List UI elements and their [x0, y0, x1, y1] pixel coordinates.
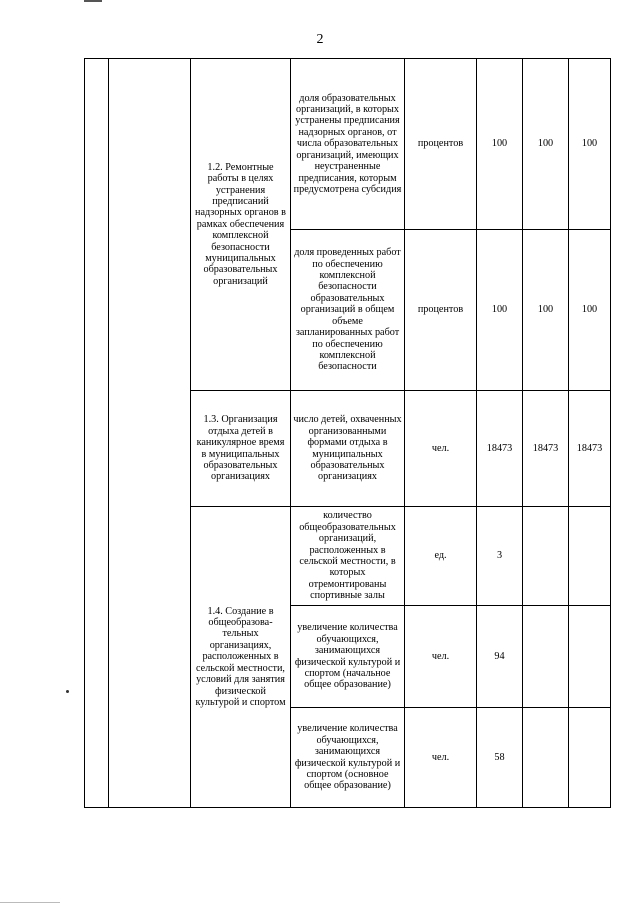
scan-mark-bottom — [0, 902, 60, 903]
indicator-value-3 — [569, 606, 611, 708]
indicator-unit: чел. — [405, 708, 477, 808]
indicator-value-2: 100 — [523, 59, 569, 230]
page-number: 2 — [316, 32, 324, 47]
task-cell: 1.4. Создание в общеобразова-тельных организациях, расположенных в сельской местности, условий для занятия физической культурой и спортом — [191, 507, 291, 808]
empty-cell-col1 — [85, 59, 109, 808]
scan-mark-top — [84, 0, 102, 2]
indicator-name: увеличение количества обучающихся, занимающихся физической культурой и спортом (основное общее образование) — [291, 708, 405, 808]
indicator-value-1: 100 — [477, 59, 523, 230]
indicator-value-3: 100 — [569, 230, 611, 391]
indicator-unit: процентов — [405, 230, 477, 391]
indicator-value-2: 18473 — [523, 391, 569, 507]
indicator-name: увеличение количества обучающихся, занимающихся физической культурой и спортом (начальное общее образование) — [291, 606, 405, 708]
indicator-name: доля проведенных работ по обеспечению комплексной безопасности образовательных организаций в общем объеме запланированных работ по обеспечению комплексной безопасности — [291, 230, 405, 391]
indicator-value-2: 100 — [523, 230, 569, 391]
indicator-value-3: 18473 — [569, 391, 611, 507]
indicator-name: количество общеобразовательных организаций, расположенных в сельской местности, в которых отремонтированы спортивные залы — [291, 507, 405, 606]
indicator-value-2 — [523, 507, 569, 606]
indicator-unit: процентов — [405, 59, 477, 230]
indicator-value-3: 100 — [569, 59, 611, 230]
indicator-value-3 — [569, 507, 611, 606]
indicator-name: число детей, охваченных организованными формами отдыха в муниципальных образовательных организациях — [291, 391, 405, 507]
indicator-value-2 — [523, 606, 569, 708]
indicator-unit: чел. — [405, 606, 477, 708]
indicator-name: доля образовательных организаций, в которых устранены предписания надзорных органов, от числа образовательных организаций, имеющих неустраненные предписания, которым предусмотрена субсидия — [291, 59, 405, 230]
indicators-table — [84, 58, 611, 808]
indicator-value-3 — [569, 708, 611, 808]
task-cell: 1.2. Ремонтные работы в целях устранения предписаний надзорных органов в рамках обеспечения комплексной безопасности муниципальных образовательных организаций — [191, 59, 291, 391]
indicator-unit: ед. — [405, 507, 477, 606]
indicator-value-1: 3 — [477, 507, 523, 606]
table-row — [85, 59, 611, 230]
indicator-value-1: 58 — [477, 708, 523, 808]
indicator-value-1: 100 — [477, 230, 523, 391]
indicator-value-2 — [523, 708, 569, 808]
indicator-value-1: 18473 — [477, 391, 523, 507]
indicator-value-1: 94 — [477, 606, 523, 708]
empty-cell-col2 — [109, 59, 191, 808]
indicator-unit: чел. — [405, 391, 477, 507]
task-cell: 1.3. Организация отдыха детей в каникулярное время в муниципальных образовательных организациях — [191, 391, 291, 507]
scan-speck — [66, 690, 69, 693]
